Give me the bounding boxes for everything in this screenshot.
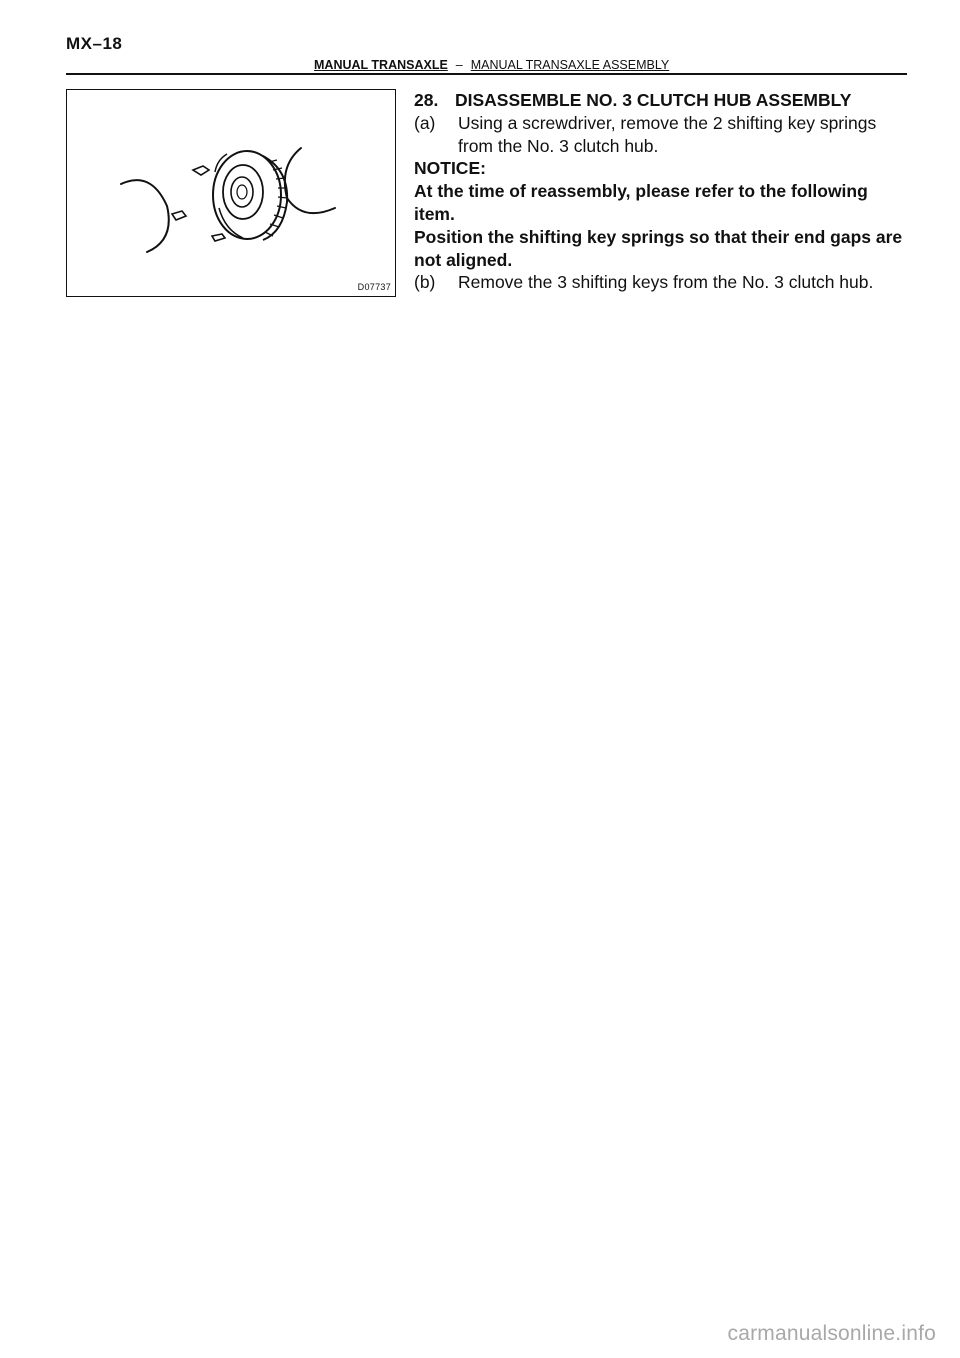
watermark: carmanualsonline.info xyxy=(727,1322,936,1345)
step-text: Remove the 3 shifting keys from the No. 3 clutch hub. xyxy=(458,272,874,293)
subsection-title: MANUAL TRANSAXLE ASSEMBLY xyxy=(470,58,670,72)
notice-line: At the time of reassembly, please refer to the following item. xyxy=(414,181,868,224)
step-a xyxy=(414,112,910,158)
step-b xyxy=(414,271,910,294)
procedure-title: DISASSEMBLE NO. 3 CLUTCH HUB ASSEMBLY xyxy=(455,90,852,110)
figure-clutch-hub xyxy=(66,89,396,297)
header-rule xyxy=(66,73,907,75)
header-separator: – xyxy=(455,58,463,72)
procedure-content xyxy=(414,89,910,294)
step-label: (b) xyxy=(414,272,436,293)
notice-label: NOTICE: xyxy=(414,158,486,179)
running-head xyxy=(314,58,669,72)
section-title: MANUAL TRANSAXLE xyxy=(314,58,448,72)
notice-line: Position the shifting key springs so that their end gaps are not aligned. xyxy=(414,226,903,270)
figure-code: D07737 xyxy=(357,282,391,292)
page-number: MX–18 xyxy=(66,34,123,53)
clutch-hub-illustration xyxy=(67,90,395,296)
step-text: Using a screwdriver, remove the 2 shifting key springs from the No. 3 clutch hub. xyxy=(458,112,877,156)
procedure-number: 28. xyxy=(414,90,439,110)
procedure-heading xyxy=(414,89,910,112)
step-label: (a) xyxy=(414,112,436,133)
